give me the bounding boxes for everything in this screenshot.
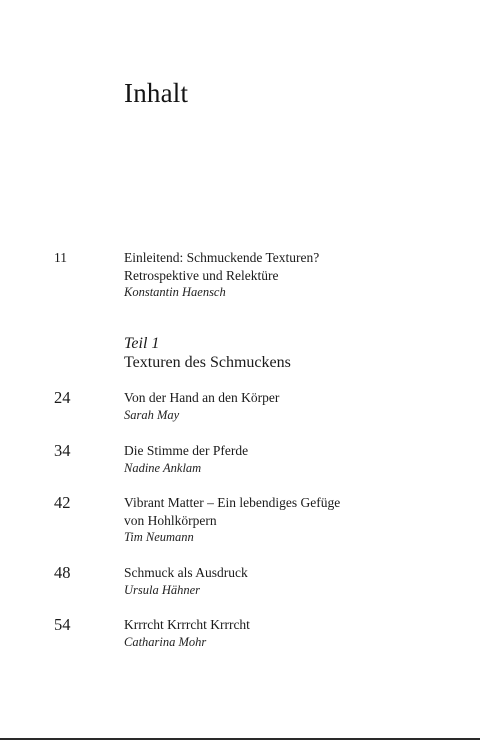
entry-body [124,616,454,651]
entry-title-line: Vibrant Matter – Ein lebendiges Gefüge [124,495,341,510]
entry-body [124,564,454,599]
page-number: 48 [54,563,71,582]
section-heading [124,334,291,372]
entry-title-line: Schmuck als Ausdruck [124,565,248,580]
entry-title-line: Krrrcht Krrrcht Krrrcht [124,617,250,632]
page-number: 24 [54,388,71,407]
entry-body [124,494,454,546]
entry-title-line: Von der Hand an den Körper [124,390,280,405]
section-title: Texturen des Schmuckens [124,354,291,371]
bottom-rule [0,738,480,740]
entry-author: Tim Neumann [124,530,194,544]
entry-title-line: Einleitend: Schmuckende Texturen? [124,250,320,265]
entry-body [124,442,454,477]
entry-body [124,389,454,424]
entry-title-line: Retrospektive und Relektüre [124,267,279,283]
entry-author: Nadine Anklam [124,460,202,475]
page-number: 54 [54,615,71,634]
entry-author: Sarah May [124,407,180,422]
page-title: Inhalt [124,78,189,108]
page-number: 34 [54,441,71,460]
entry-author: Konstantin Haensch [124,285,226,299]
entry-body [124,249,454,301]
entry-title-line: von Hohlkörpern [124,512,217,528]
section-label: Teil 1 [124,335,160,352]
page-number: 11 [54,250,67,265]
page-number: 42 [54,493,71,512]
entry-author: Catharina Mohr [124,634,207,649]
entry-title-line: Die Stimme der Pferde [124,443,249,458]
entry-author: Ursula Hähner [124,582,201,597]
